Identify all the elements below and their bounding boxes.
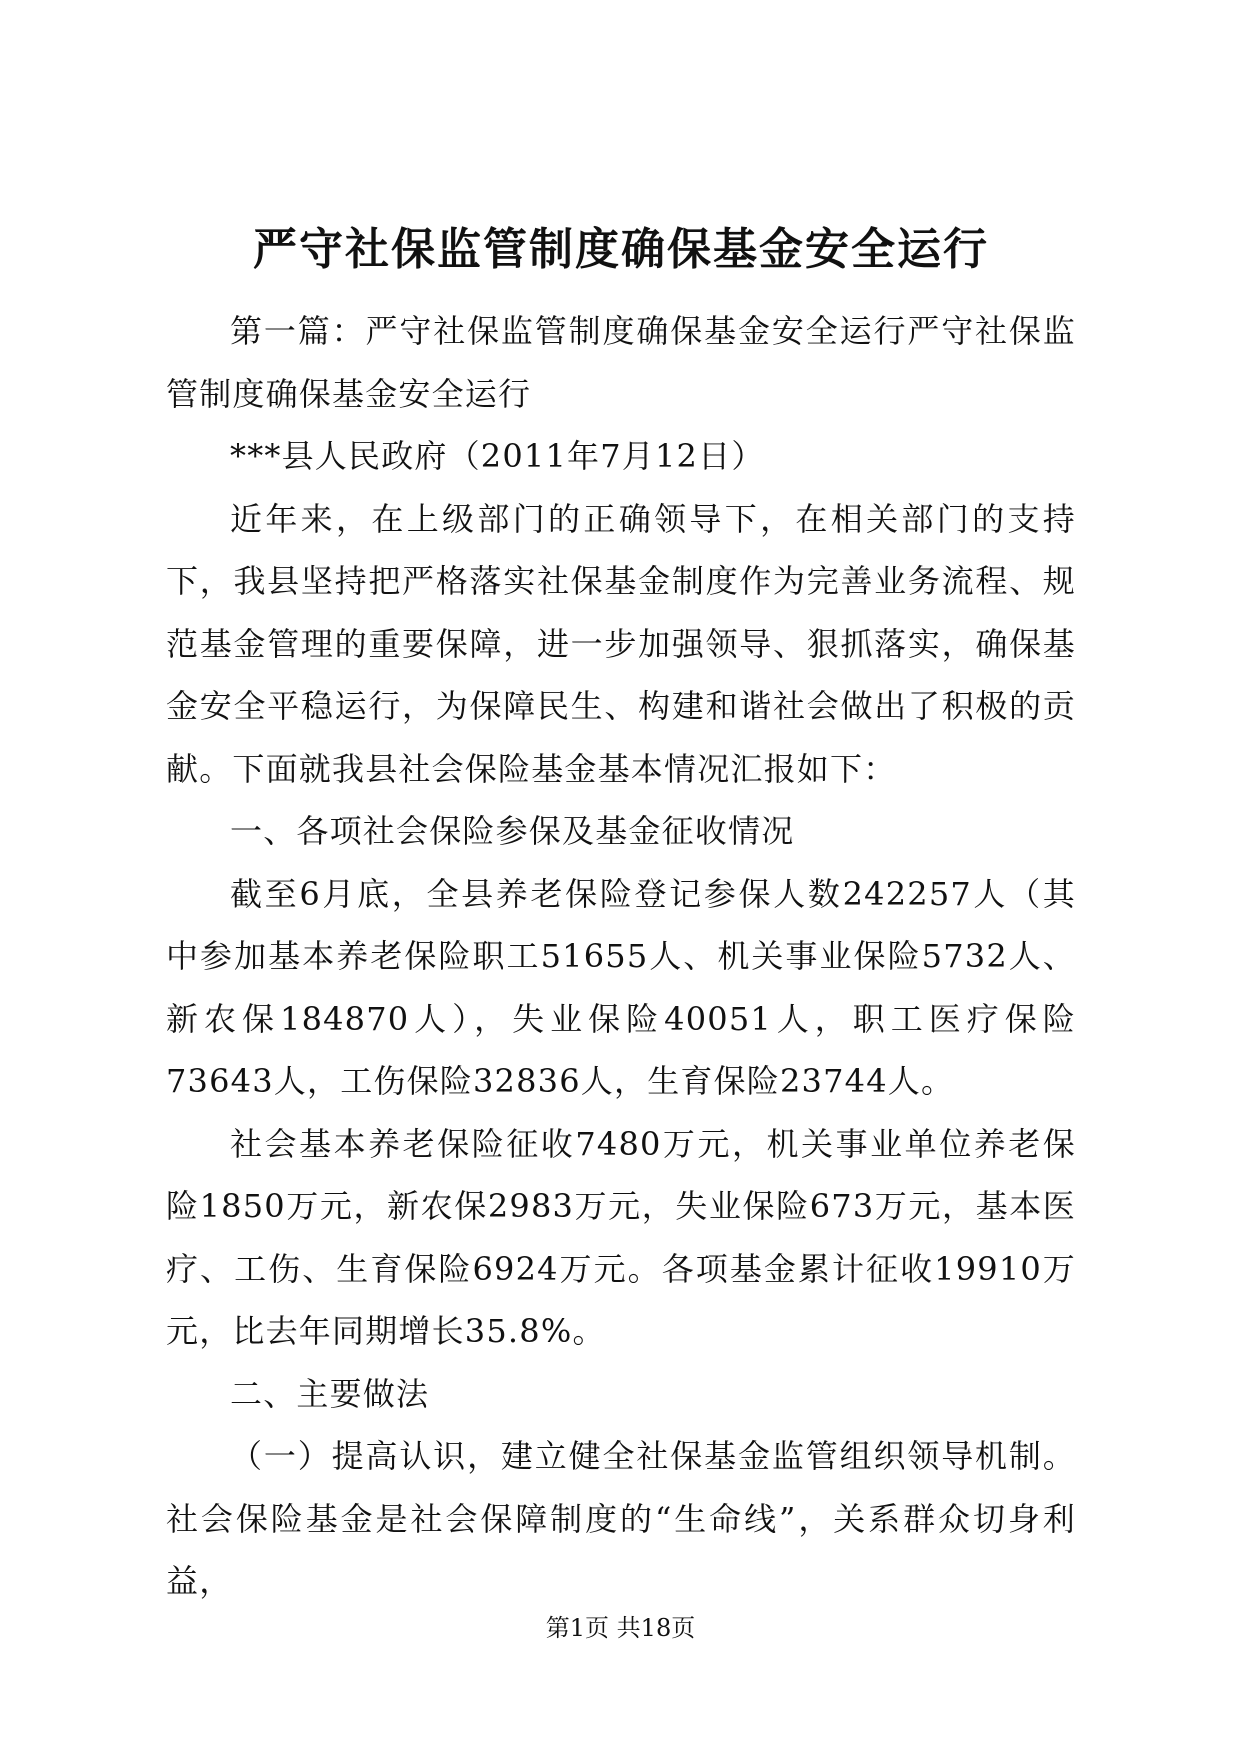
paragraph-part-heading: 第一篇：严守社保监管制度确保基金安全运行严守社保监管制度确保基金安全运行 xyxy=(166,312,1076,413)
paragraph-introduction: 近年来，在上级部门的正确领导下，在相关部门的支持下，我县坚持把严格落实社保基金制度作为完善业务流程、规范基金管理的重要保障，进一步加强领导、狠抓落实，确保基金安全平稳运行，为保障民生、构建和谐社会做出了积极的贡献。下面就我县社会保险基金基本情况汇报如下： xyxy=(166,499,1076,788)
paragraph-enrollment: 截至6月底，全县养老保险登记参保人数242257人（其中参加基本养老保险职工51655人、机关事业保险5732人、新农保184870人），失业保险40051人，职工医疗保险73643人，工伤保险32836人，生育保险23744人。 xyxy=(166,874,1076,1100)
document-body xyxy=(166,300,1076,1613)
paragraph-measure-1: （一）提高认识，建立健全社保基金监管组织领导机制。社会保险基金是社会保障制度的“生命线”，关系群众切身利益， xyxy=(166,1437,1076,1600)
paragraph-author-date: ***县人民政府（2011年7月12日） xyxy=(230,437,765,475)
page-number: 第1页 共18页 xyxy=(545,1614,696,1642)
section-heading-1: 一、各项社会保险参保及基金征收情况 xyxy=(230,812,795,850)
paragraph-collection: 社会基本养老保险征收7480万元，机关事业单位养老保险1850万元，新农保2983万元，失业保险673万元，基本医疗、工伤、生育保险6924万元。各项基金累计征收19910万元，比去年同期增长35.8%。 xyxy=(166,1124,1076,1350)
section-heading-2: 二、主要做法 xyxy=(230,1374,430,1413)
document-title: 严守社保监管制度确保基金安全运行 xyxy=(253,224,989,275)
